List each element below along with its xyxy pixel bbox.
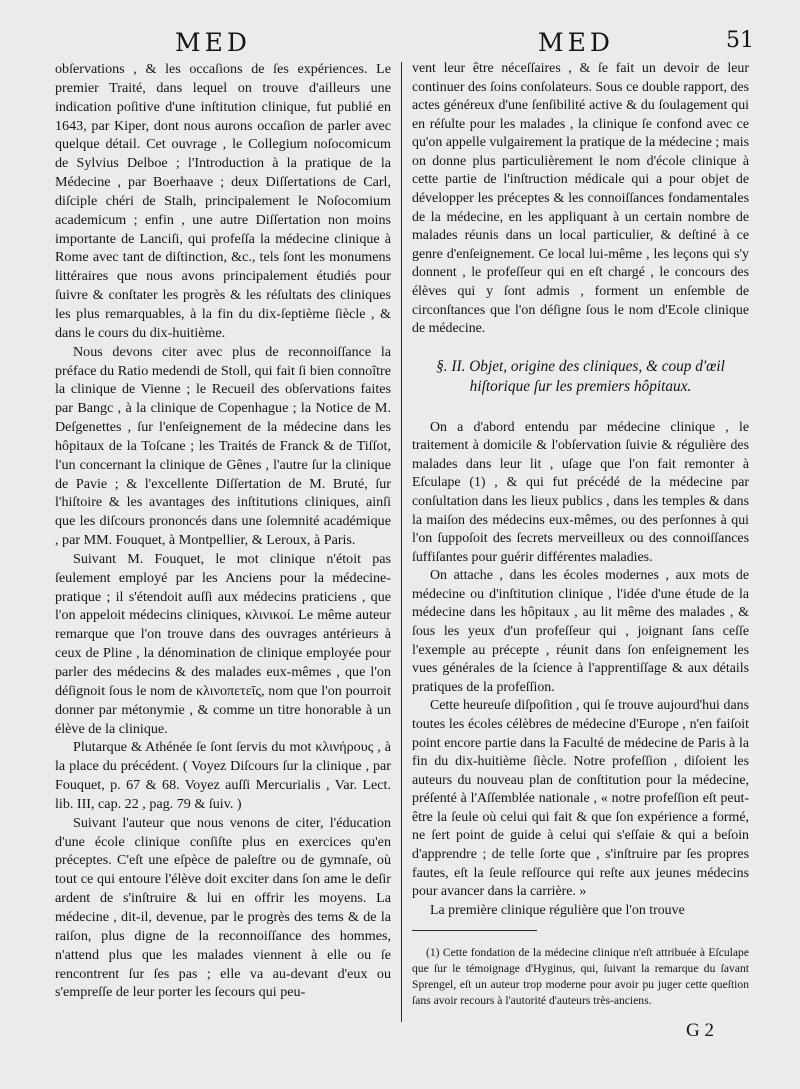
section-heading: §. II. Objet, origine des cliniques, & coup d'œil hiſtorique ſur les premiers hôpitaux.: [436, 357, 725, 395]
left-paragraph-4: Plutarque & Athénée ſe ſont ſervis du mot κλινήρους , à la place du précédent. ( Voyez Diſcours ſur la clinique , par Fouquet, p. 67 & 68. Voyez auſſi Mercurialis , Var. Lect. lib. III, cap. 22 , pag. 79 & ſuiv. ): [55, 739, 391, 812]
footnote-text: (1) Cette fondation de la médecine clinique n'eſt attribuée à Eſculape que ſur le témoignage d'Hyginus, qui, ſuivant la remarque du ſavant Sprengel, eſt un auteur trop moderne pour avoir pu juger cette queſtion ſans avoir recours à l'autorité d'auteurs très-anciens.: [412, 946, 749, 1008]
footnote-rule: [412, 930, 537, 931]
right-paragraph-1: vent leur être néceſſaires , & ſe fait un devoir de leur continuer des ſoins conſolateurs. Sous ce double rapport, des actes généreux d'une ſenſibilité active & du ſoulagement qui en réſulte pour les malades , la clinique ſe confond avec ce qu'on appelle vulgairement la pratique de la médecine ; mais on donne plus particulièrement le nom d'école clinique à cette partie de l'inſtruction médicale qui a pour objet de développer les préceptes & les connoiſſances fondamentales de la médecine, en les appliquant à un certain nombre de malades réunis dans un local particulier, & deſtiné à ce genre d'enſeignement. Ce local lui-même , les leçons qui s'y donnent , le profeſſeur qui en eſt chargé , le concours des élèves qui y ſont admis , forment un enſemble de circonſtances que l'on déſigne ſous le nom d'Ecole clinique de médecine.: [412, 61, 749, 337]
right-column: [412, 60, 749, 1009]
left-paragraph-5: Suivant l'auteur que nous venons de citer, l'éducation d'une école clinique conſiſte plus en exercices qu'en préceptes. C'eſt une eſpèce de paleſtre ou de gymnaſe, où tout ce qui entoure l'élève doit exciter dans ſon ame le deſir ardent de s'inſtruire & lui en offrir les moyens. La médecine , dit-il, devenue, par le progrès des tems & de la raiſon, plus digne de la reconnoiſſance des hommes, n'attend plus que les malades viennent à elle ou ſe rencontrent ſur ſes pas ; elle va au-devant d'eux ou s'empreſſe de leur porter les ſecours qui peu-: [55, 814, 391, 1001]
page-number: 51: [726, 28, 754, 53]
right-paragraph-2: On a d'abord entendu par médecine clinique , le traitement à domicile & l'obſervation ſuivie & régulière des malades dans leur lit , uſage que l'on fait remonter à Eſculape (1) , & qui fut précédé de la médecine par conſultation dans les lieux publics , dans les temples & dans la maiſon des médecins eux-mêmes, ou des perſonnes à qui l'on ſuppoſoit des ſecrets merveilleux ou des connoiſſances ſuffiſantes pour guérir différentes maladies.: [412, 419, 749, 565]
right-paragraph-3: On attache , dans les écoles modernes , aux mots de médecine ou d'inſtitution clinique , l'idée d'une étude de la médecine dans les hôpitaux , au lit même des malades , & ſous les yeux d'un profeſſeur qui , joignant ſans ceſſe l'exemple au précepte , réunit dans ſon enſeignement les vues générales de la ſcience à l'apprentiſſage & aux détails pratiques de la profeſſion.: [412, 568, 749, 695]
left-column: [55, 60, 391, 1002]
right-paragraph-5: La première clinique régulière que l'on trouve: [430, 902, 685, 918]
left-paragraph-3: Suivant M. Fouquet, le mot clinique n'étoit pas ſeulement employé par les Anciens pour la médecine-pratique ; il s'étendoit auſſi aux médecins praticiens , que l'on appeloit médecins cliniques, κλινικοί. Le même auteur remarque que l'on trouve dans des ouvrages antérieurs à ceux de Pline , la dénomination de clinique employée pour parler des médecins & des malades eux-mêmes , que l'on déſignoit ſous le nom de κλινοπετεῖς, nom que l'on pourroit donner par métonymie , & comme un titre honorable à un élève de la clinique.: [55, 550, 391, 737]
footnote: [412, 945, 749, 1009]
column-divider: [401, 62, 402, 1022]
running-head-right: MED: [538, 28, 614, 57]
running-head-left: MED: [175, 28, 251, 57]
running-head: [0, 22, 800, 62]
signature-mark: G 2: [686, 1020, 714, 1041]
left-paragraph-1: obſervations , & les occaſions de ſes expériences. Le premier Traité, dans lequel on trouve d'ailleurs une indication poſitive d'une inſtitution clinique, fut publié en 1643, par Kiper, dont nous aurons occaſion de parler avec quelque détail. Cet ouvrage , le Collegium noſocomicum de Sylvius Delboe ; l'Introduction à la pratique de la Médecine , par Boerhaave ; deux Diſſertations de Carl, diſciple chéri de Stalh, principalement le Noſocomium academicum ; enfin , une autre Diſſertation non moins importante de Lanciſi, qui profeſſa la médecine clinique à Rome avec tant de diſtinction, &c., tels ſont les monumens littéraires que nous avons principalement étudiés pour ſuivre & conſtater les progrès & les réſultats des cliniques les plus remarquables, à la fin du dix-ſeptième ſiècle , & dans le cours du dix-huitième.: [55, 61, 391, 341]
left-paragraph-2: Nous devons citer avec plus de reconnoiſſance la préface du Ratio medendi de Stoll, qui fait ſi bien connoître la clinique de Vienne ; le Recueil des obſervations faites par Bangc , à la clinique de Copenhague ; la Notice de M. Deſgenettes , ſur l'enſeignement de la médecine dans les hôpitaux de la Toſcane ; les Traités de Franck & de Tiſſot, l'un concernant la clinique de Gênes , l'autre ſur la clinique de Pavie ; & l'excellente Diſſertation de M. Bruté, ſur l'hiſtoire & les avantages des inſtitutions cliniques, ainſi que les diſcours prononcés dans une ſolemnité académique , par MM. Fouquet, à Montpellier, & Leroux, à Paris.: [55, 343, 391, 549]
right-paragraph-4: Cette heureuſe diſpoſition , qui ſe trouve aujourd'hui dans toutes les écoles célèbres de médecine d'Europe , n'en faiſoit point encore partie dans la Faculté de médecine de Paris à la fin du dix-huitième ſiècle. Notre profeſſion , diſoient les auteurs du nouveau plan de conſtitution pour la médecine, préſenté à l'Aſſemblée nationale , « notre profeſſion eſt peut-être la ſeule où celui qui fait & que ſon expérience a formé, ne ſert point de guide à celui qui s'eſſaie & qui a beſoin d'apprendre ; de telle ſorte que , s'inſtruire par ſes propres fautes, eſt la ſeule reſſource qui reſte aux jeunes médecins pour avancer dans la carrière. »: [412, 698, 749, 900]
